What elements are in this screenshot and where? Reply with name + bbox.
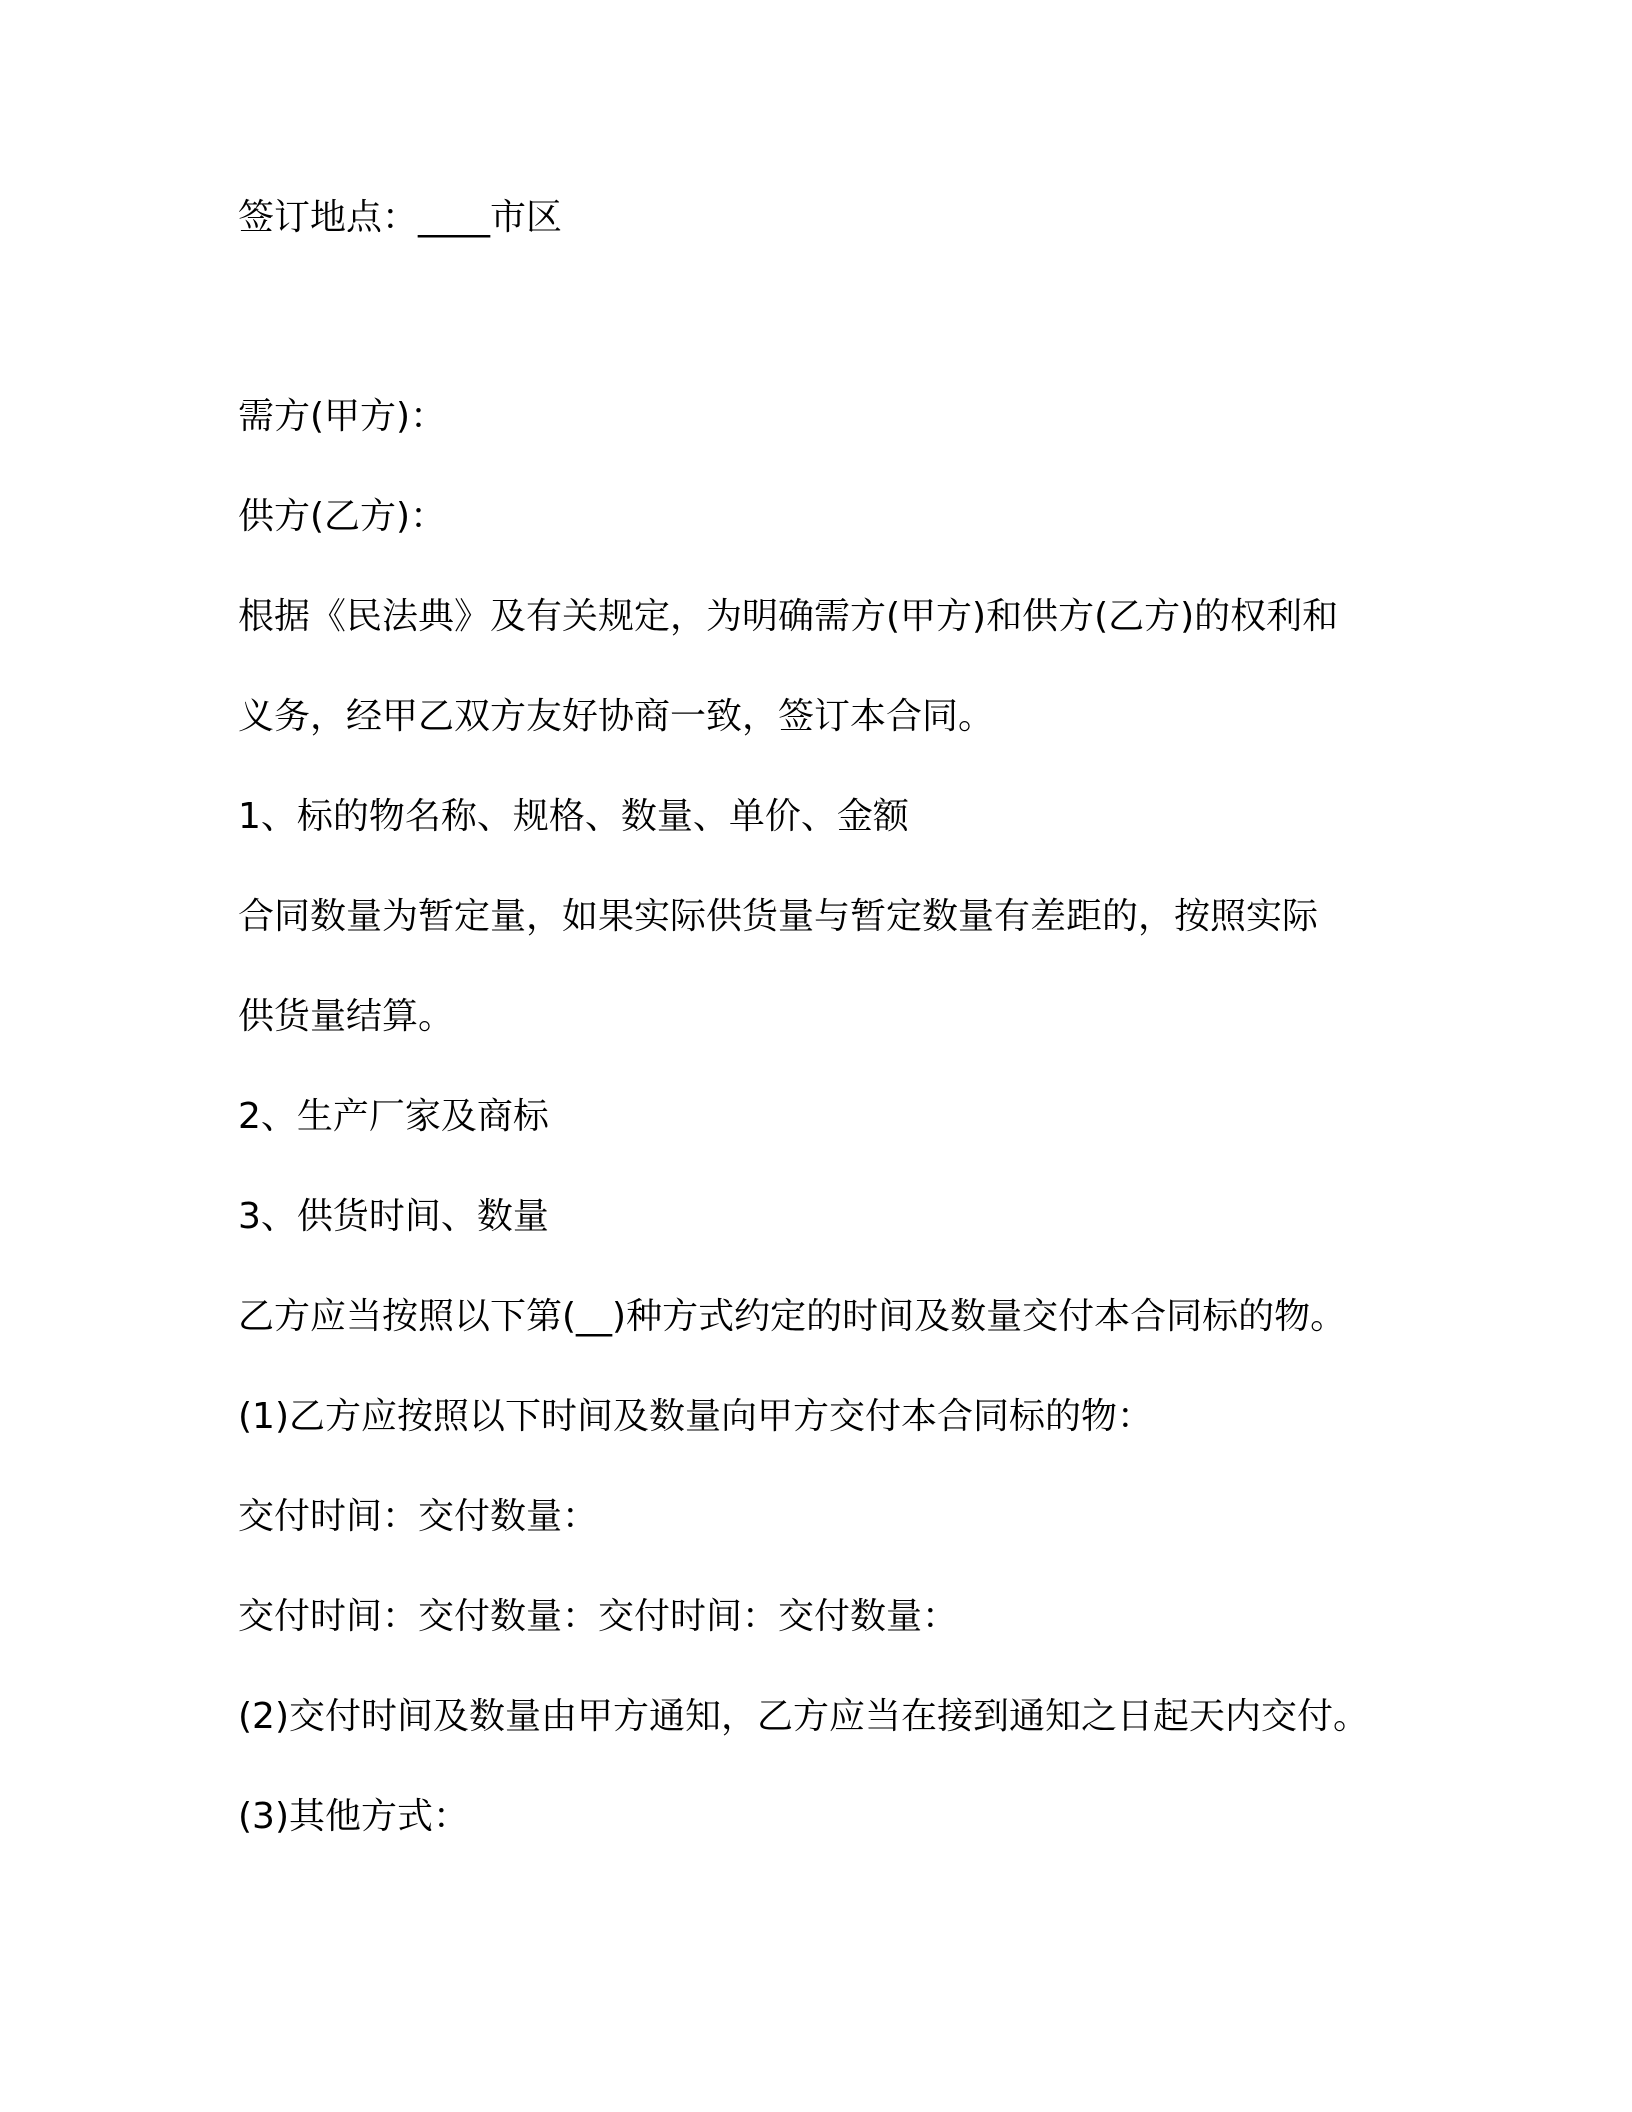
signing-location-line: 签订地点：____市区 bbox=[238, 197, 563, 238]
clause-3-intro: 乙方应当按照以下第(__)种方式约定的时间及数量交付本合同标的物。 bbox=[238, 1296, 1347, 1337]
clause-3-option-2: (2)交付时间及数量由甲方通知，乙方应当在接到通知之日起天内交付。 bbox=[238, 1696, 1369, 1737]
clause-3-option-3: (3)其他方式： bbox=[238, 1796, 469, 1837]
delivery-schedule-line-2: 交付时间：交付数量：交付时间：交付数量： bbox=[238, 1596, 959, 1637]
preamble-line-1: 根据《民法典》及有关规定，为明确需方(甲方)和供方(乙方)的权利和 bbox=[238, 596, 1339, 637]
clause-1-text-line-1: 合同数量为暂定量，如果实际供货量与暂定数量有差距的，按照实际 bbox=[238, 896, 1319, 937]
delivery-schedule-line-1: 交付时间：交付数量： bbox=[238, 1496, 599, 1537]
clause-3-option-1: (1)乙方应按照以下时间及数量向甲方交付本合同标的物： bbox=[238, 1396, 1153, 1437]
clause-3-heading: 3、供货时间、数量 bbox=[238, 1196, 549, 1237]
clause-2-heading: 2、生产厂家及商标 bbox=[238, 1096, 549, 1137]
supplier-party-line: 供方(乙方)： bbox=[238, 496, 447, 537]
clause-1-heading: 1、标的物名称、规格、数量、单价、金额 bbox=[238, 796, 909, 837]
clause-1-text-line-2: 供货量结算。 bbox=[238, 996, 455, 1037]
preamble-line-2: 义务，经甲乙双方友好协商一致，签订本合同。 bbox=[238, 696, 995, 737]
buyer-party-line: 需方(甲方)： bbox=[238, 396, 447, 437]
